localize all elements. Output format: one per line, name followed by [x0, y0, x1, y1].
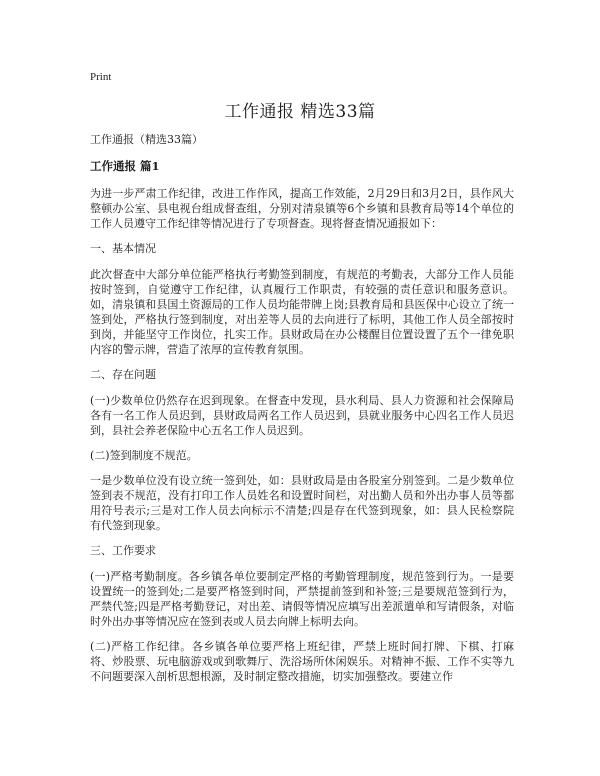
- intro-paragraph: 为进一步严肃工作纪律，改进工作作风，提高工作效能，2月29日和3月2日，县作风大整顿办公室、县电视台组成督查组，分别对清泉镇等6个乡镇和县教育局等14个单位的工作人员遵守工作纪律等情况进行了专项督查。现将督查情况通报如下：: [90, 187, 514, 230]
- problem-signin-paragraph: 一是少数单位没有设立统一签到处，如：县财政局是由各股室分别签到。二是少数单位签到表不规范，没有打印工作人员姓名和设置时间栏，对出勤人员和外出办事人员等都用符号表示;三是对工作人员去向标示不清楚;四是存在代签到现象，如：县人民检察院有代签到现象。: [90, 474, 514, 532]
- print-link[interactable]: Print: [90, 71, 112, 83]
- requirement-attendance-paragraph: (一)严格考勤制度。各乡镇各单位要制定严格的考勤管理制度，规范签到行为。一是要设置统一的签到处;二是要严格签到时间，严禁提前签到和补签;三是要规范签到行为，严禁代签;四是严格考勤登记，对出差、请假等情况应填写出差派遣单和写请假条，对临时外出办事等情况应在签到表或人员去向牌上标明去向。: [90, 570, 514, 628]
- section-title: 工作通报 篇1: [90, 159, 160, 173]
- document-subtitle: 工作通报（精选33篇）: [90, 133, 203, 146]
- problem-late-paragraph: (一)少数单位仍然存在迟到现象。在督查中发现，县水利局、县人力资源和社会保障局各有一名工作人员迟到，县财政局两名工作人员迟到，县就业服务中心四名工作人员迟到，县社会养老保险中心五名工作人员迟到。: [90, 394, 514, 437]
- heading-requirements: 三、工作要求: [90, 544, 156, 557]
- basic-situation-paragraph: 此次督查中大部分单位能严格执行考勤签到制度，有规范的考勤表，大部分工作人员能按时签到，自觉遵守工作纪律，认真履行工作职责，有较强的责任意识和服务意识。如，清泉镇和县国土资源局的工作人员均能带牌上岗;县教育局和县医保中心设立了统一签到处，严格执行签到制度，对出差等人员的去向进行了标明，其他工作人员全部按时到岗，并能坚守工作岗位，扎实工作。县财政局在办公楼醒目位置设置了五个一律免职内容的警示牌，营造了浓厚的宣传教育氛围。: [90, 268, 515, 356]
- requirement-discipline-paragraph: (二)严格工作纪律。各乡镇各单位要严格上班纪律，严禁上班时间打牌、下棋、打麻将、炒股票、玩电脑游戏或到歌舞厅、洗浴场所休闲娱乐。对精神不振、工作不实等九不问题要深入剖析思想根源，及时制定整改措施，切实加强整改。要建立作: [90, 640, 514, 683]
- heading-problems: 二、存在问题: [90, 368, 156, 381]
- document-body: [90, 132, 514, 694]
- heading-basic-situation: 一、基本情况: [90, 242, 156, 255]
- problem-signin-heading: (二)签到制度不规范。: [90, 449, 198, 462]
- page-title: 工作通报 精选33篇: [224, 102, 376, 122]
